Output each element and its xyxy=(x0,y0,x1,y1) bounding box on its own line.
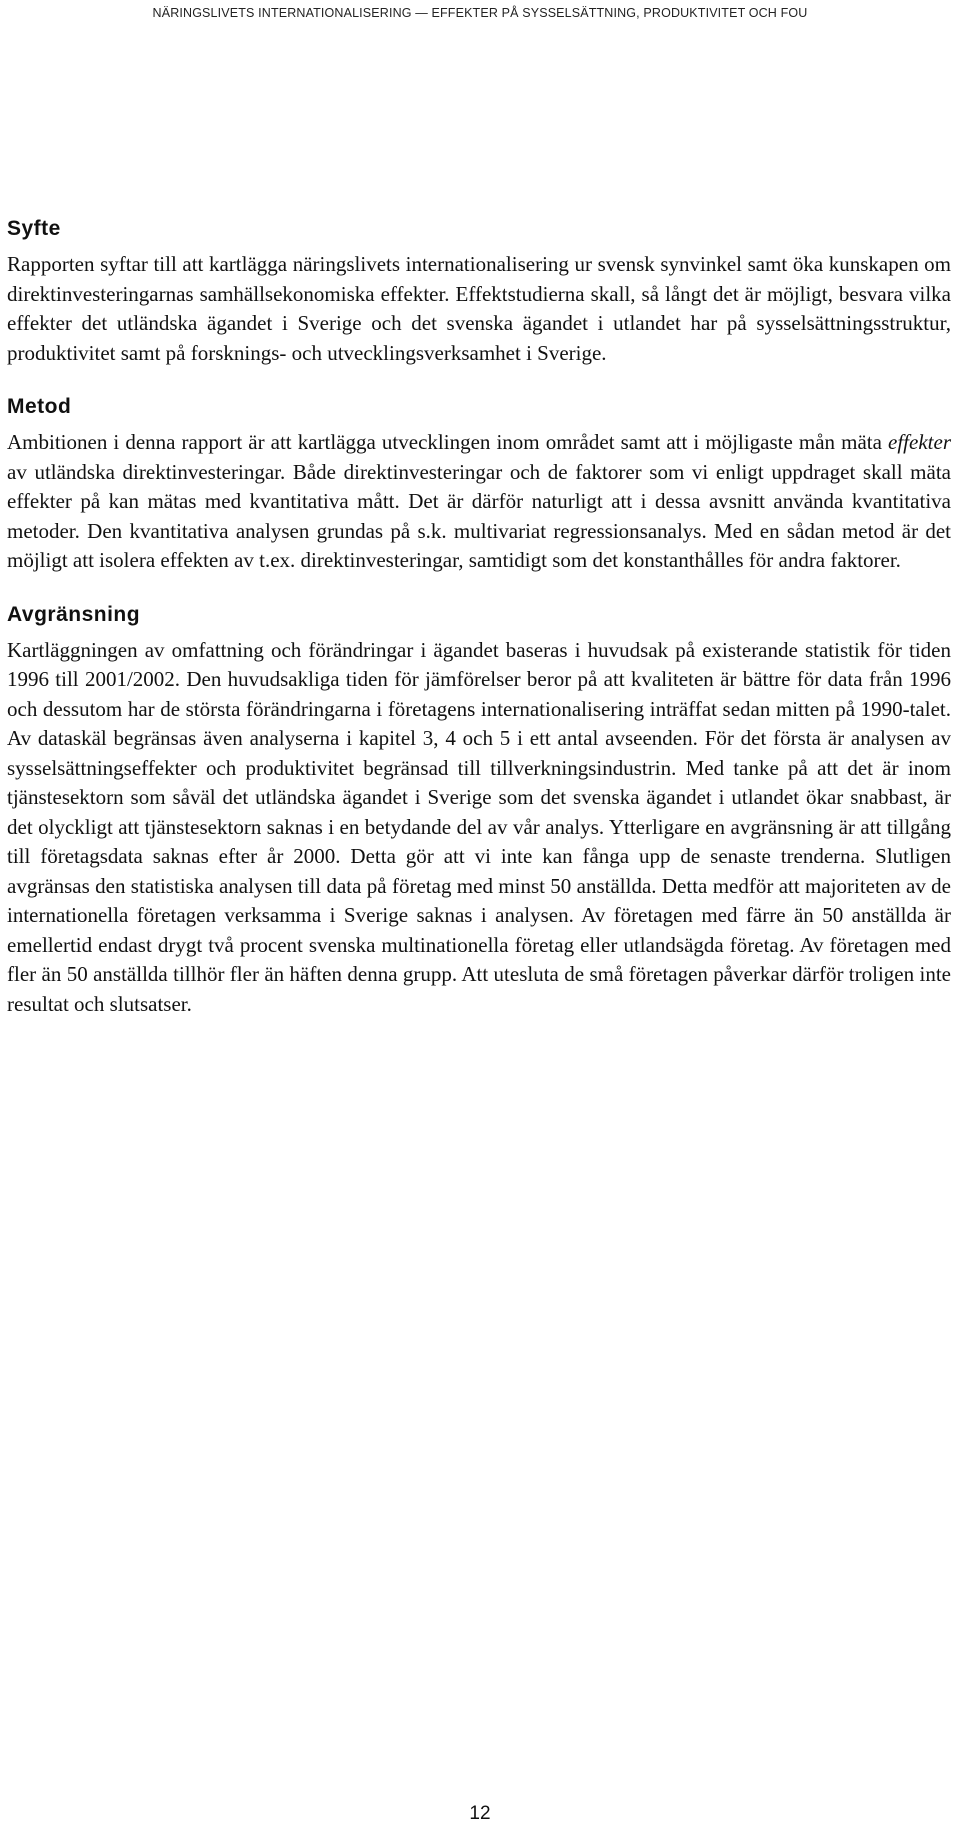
section-heading-metod: Metod xyxy=(7,395,72,418)
section-paragraph-metod xyxy=(7,428,951,576)
metod-text-after-emphasis: av utländska direktinvesteringar. Både direktinvesteringar och de faktorer som vi enligt uppdraget skall mäta effekter på kan mätas med kvantitativa mått. Det är därför naturligt att i dessa avsnitt använda kvantitativa metoder. Den kvantitativa analysen grundas på s.k. multivariat regressionsanalys. Med en sådan metod är det möjligt att isolera effekten av t.ex. direktinvesteringar, samtidigt som det konstanthålles för andra faktorer. xyxy=(7,459,951,572)
page-content xyxy=(7,216,951,1019)
section-metod xyxy=(7,394,951,576)
section-heading-syfte: Syfte xyxy=(7,217,61,240)
metod-text-before-emphasis: Ambitionen i denna rapport är att kartlägga utvecklingen inom området samt att i möjligaste mån mäta xyxy=(7,430,889,454)
section-heading-avgransning: Avgränsning xyxy=(7,602,141,626)
section-avgransning xyxy=(7,602,951,1020)
section-paragraph-syfte: Rapporten syftar till att kartlägga näringslivets internationalisering ur svensk synvinkel samt öka kunskapen om direktinvesteringarnas samhällsekonomiska effekter. Effektstudierna skall, så långt det är möjligt, besvara vilka effekter det utländska ägandet i Sverige och det svenska ägandet i utlandet har på sysselsättningsstruktur, produktivitet samt på forsknings- och utvecklingsverksamhet i Sverige. xyxy=(7,252,951,365)
section-syfte xyxy=(7,216,951,368)
section-paragraph-avgransning: Kartläggningen av omfattning och förändringar i ägandet baseras i huvudsak på existerande statistik för tiden 1996 till 2001/2002. Den huvudsakliga tiden för jämförelser beror på att kvaliteten är bättre för data från 1996 och dessutom har de största förändringarna i företagens internationalisering inträffat sedan mitten på 1990-talet. Av dataskäl begränsas även analyserna i kapitel 3, 4 och 5 i ett antal avseenden. För det första är analysen av sysselsättningseffekter och produktivitet begränsad till tillverkningsindustrin. Med tanke på att det är inom tjänstesektorn som såväl det utländska ägandet i Sverige som det svenska ägandet i utlandet ökar snabbast, är det olyckligt att tjänstesektorn saknas i en betydande del av vår analys. Ytterligare en avgränsning är att tillgång till företagsdata saknas efter år 2000. Detta gör att vi inte kan fånga upp de senaste trenderna. Slutligen avgränsas den statistiska analysen till data på företag med minst 50 anställda. Detta medför att majoriteten av de internationella företagen verksamma i Sverige saknas i analysen. Av företagen med färre än 50 anställda är emellertid endast drygt två procent svenska multinationella företag eller utlandsägda företag. Av företagen med fler än 50 anställda tillhör fler än häften denna grupp. Att utesluta de små företagen påverkar därför troligen inte resultat och slutsatser. xyxy=(7,637,951,1016)
running-header: NÄRINGSLIVETS INTERNATIONALISERING — EFFEKTER PÅ SYSSELSÄTTNING, PRODUKTIVITET OCH FOU xyxy=(152,6,808,20)
metod-emphasis-effekter: effekter xyxy=(888,430,951,454)
page-number: 12 xyxy=(469,1803,491,1824)
